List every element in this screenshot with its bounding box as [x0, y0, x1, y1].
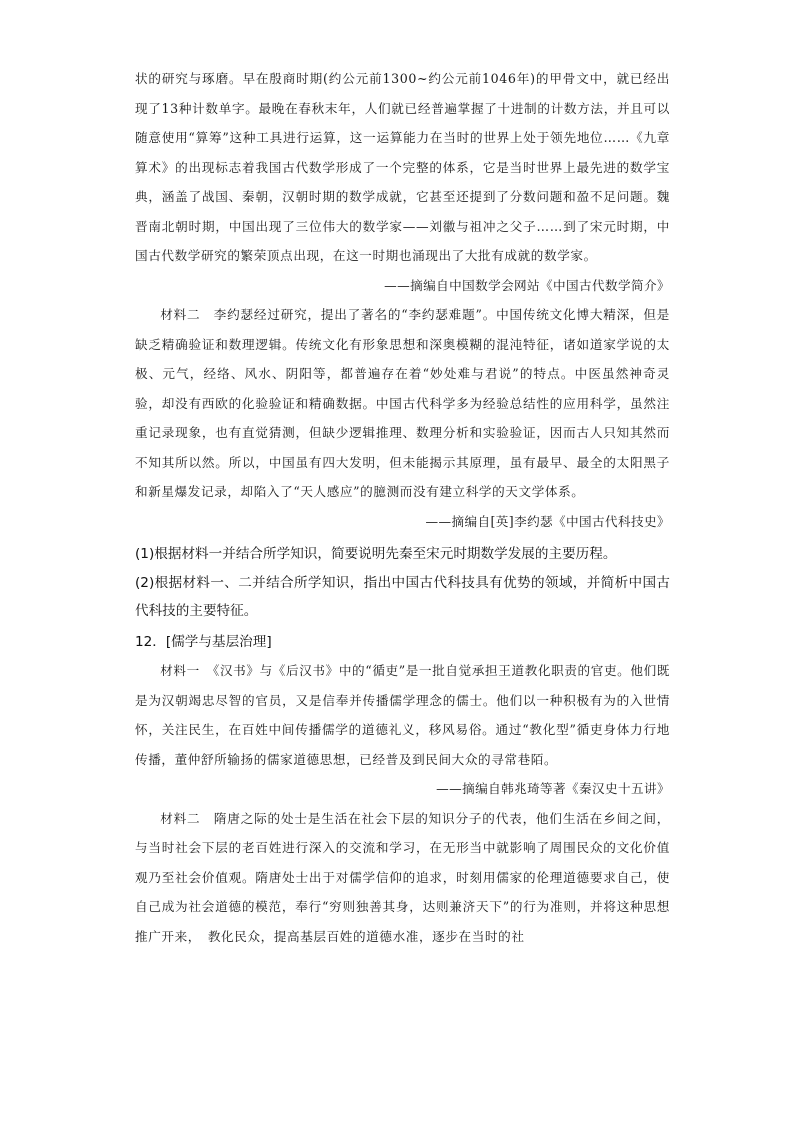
section-12-material-two: 材料二 隋唐之际的处士是生活在社会下层的知识分子的代表，他们生活在乡间之间，与当时社会下层的老百姓进行深入的交流和学习，在无形当中就影响了周围民众的文化价值观乃至社会价值观。隋唐处士出于对儒学信仰的追求，时刻用儒家的伦理道德要求自己，使自己成为社会道德的模范，奉行“穷则独善其身，达则兼济天下”的行为准则，并将这种思想推广开来， 教化民众，提高基层百姓的道德水准，逐步在当时的社 — [135, 810, 670, 944]
section-12-title: 12．[儒学与基层治理] — [135, 633, 272, 650]
section-12-material-one: 材料一 《汉书》与《后汉书》中的“循吏”是一批自觉承担王道教化职责的官吏。他们既是为汉朝竭忠尽智的官员，又是信奉并传播儒学理念的儒士。他们以一种积极有为的入世情怀，关注民生，在百姓中间传播儒学的道德礼义，移风易俗。通过“教化型”循吏身体力行地传播，董仲舒所输扬的儒家道德思想，已经普及到民间大众的寻常巷陌。 — [135, 663, 670, 767]
question-2: (2)根据材料一、二并结合所学知识，指出中国古代科技具有优势的领域，并简析中国古代科技的主要特征。 — [135, 574, 670, 619]
material-one-paragraph: 状的研究与琢磨。早在殷商时期(约公元前1300~约公元前1046年)的甲骨文中，就已经出现了13种计数单字。最晚在春秋末年，人们就已经普遍掌握了十进制的计数方法，并且可以随意使用“算筹”这种工具进行运算，这一运算能力在当时的世界上处于领先地位……《九章算术》的出现标志着我国古代数学形成了一个完整的体系，它是当时世界上最先进的数学宝典，涵盖了战国、秦朝，汉朝时期的数学成就，它甚至还提到了分数问题和盈不足问题。魏晋南北朝时期，中国出现了三位伟大的数学家——刘徽与祖冲之父子……到了宋元时期，中国古代数学研究的繁荣顶点出现，在这一时期也涌现出了大批有成就的数学家。 — [135, 71, 670, 263]
page-content — [135, 64, 670, 951]
material-two-source: ——摘编自[英]李约瑟《中国古代科技史》 — [425, 513, 670, 529]
section-12-material-one-source: ——摘编自韩兆琦等著《秦汉史十五讲》 — [436, 781, 670, 796]
material-two-paragraph: 材料二 李约瑟经过研究，提出了著名的“李约瑟难题”。中国传统文化博大精深，但是缺乏精确验证和数理逻辑。传统文化有形象思想和深奥模糊的混沌特征，诸如道家学说的太极、元气，经络、风水、阴阳等，都普遍存在着“妙处难与君说”的特点。中医虽然神奇灵验，却没有西欧的化验验证和精确数据。中国古代科学多为经验总结性的应用科学，虽然注重记录现象，也有直觉猜测，但缺少逻辑推理、数理分析和实验验证，因而古人只知其然而不知其所以然。所以，中国虽有四大发明，但未能揭示其原理，虽有最早、最全的太阳黑子和新星爆发记录，却陷入了“天人感应”的臆测而没有建立科学的天文学体系。 — [135, 307, 670, 499]
material-one-source: ——摘编自中国数学会网站《中国古代数学简介》 — [384, 277, 670, 293]
question-1: (1)根据材料一并结合所学知识，简要说明先秦至宋元时期数学发展的主要历程。 — [135, 546, 617, 562]
